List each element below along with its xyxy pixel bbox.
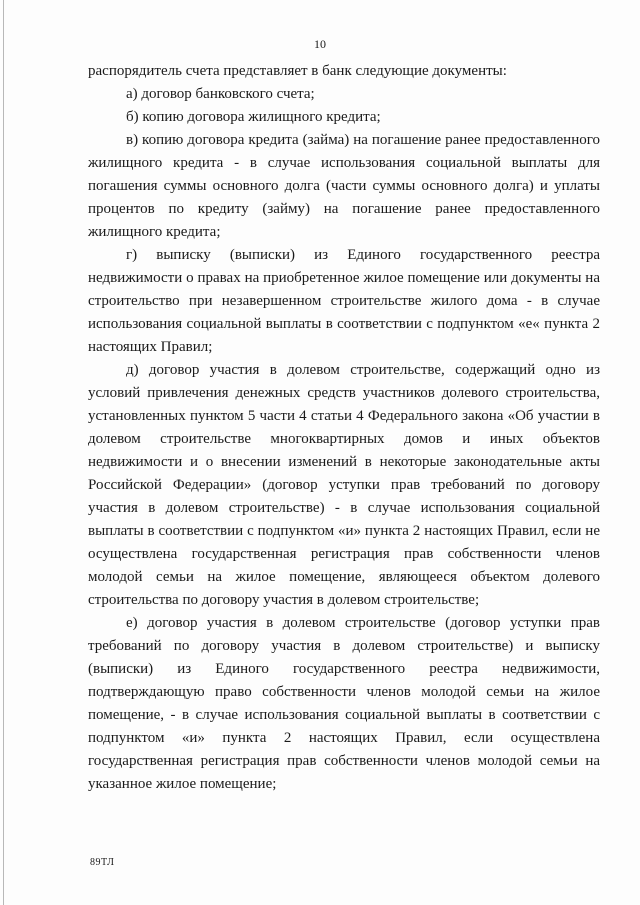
paragraph-item-b: б) копию договора жилищного кредита;	[126, 109, 381, 125]
paragraph-item-v: в) копию договора кредита (займа) на погашение ранее предоставленного жилищного кредита - в случае использования социальной выплаты для погашения суммы основного долга (части суммы основного долга) и уплаты процентов по кредиту (займу) на погашение ранее предоставленного жилищного кредита;	[88, 132, 600, 240]
paragraph-item-e: е) договор участия в долевом строительстве (договор уступки прав требований по договору участия в долевом строительстве) и выписку (выписки) из Единого государственного реестра недвижимости, подтверждающую право собственности членов молодой семьи на жилое помещение, - в случае использования социальной выплаты в соответствии с подпунктом «и» пункта 2 настоящих Правил, если осуществлена государственная регистрация прав собственности членов молодой семьи на указанное жилое помещение;	[88, 615, 600, 792]
paragraph-item-d: д) договор участия в долевом строительстве, содержащий одно из условий привлечения денежных средств участников долевого строительства, установленных пунктом 5 части 4 статьи 4 Федерального закона «Об участии в долевом строительстве многоквартирных домов и иных объектов недвижимости и о внесении изменений в некоторые законодательные акты Российской Федерации» (договор уступки прав требований по договору участия в долевом строительстве) - в случае использования социальной выплаты в соответствии с подпунктом «и» пункта 2 настоящих Правил, если не осуществлена государственная регистрация прав собственности членов молодой семьи на жилое помещение, являющееся объектом долевого строительства по договору участия в долевом строительстве;	[88, 362, 600, 608]
footer-code: 89ТЛ	[90, 857, 115, 868]
paragraph-item-g: г) выписку (выписки) из Единого государственного реестра недвижимости о правах на приобретенное жилое помещение или документы на строительство при незавершенном строительстве жилого дома - в случае использования социальной выплаты в соответствии с подпунктом «е« пункта 2 настоящих Правил;	[88, 247, 600, 355]
page-edge-shadow	[3, 0, 4, 905]
page-number: 10	[314, 37, 326, 51]
document-body	[88, 60, 600, 796]
paragraph-item-a: а) договор банковского счета;	[126, 86, 315, 102]
paragraph-intro: распорядитель счета представляет в банк следующие документы:	[88, 63, 507, 79]
